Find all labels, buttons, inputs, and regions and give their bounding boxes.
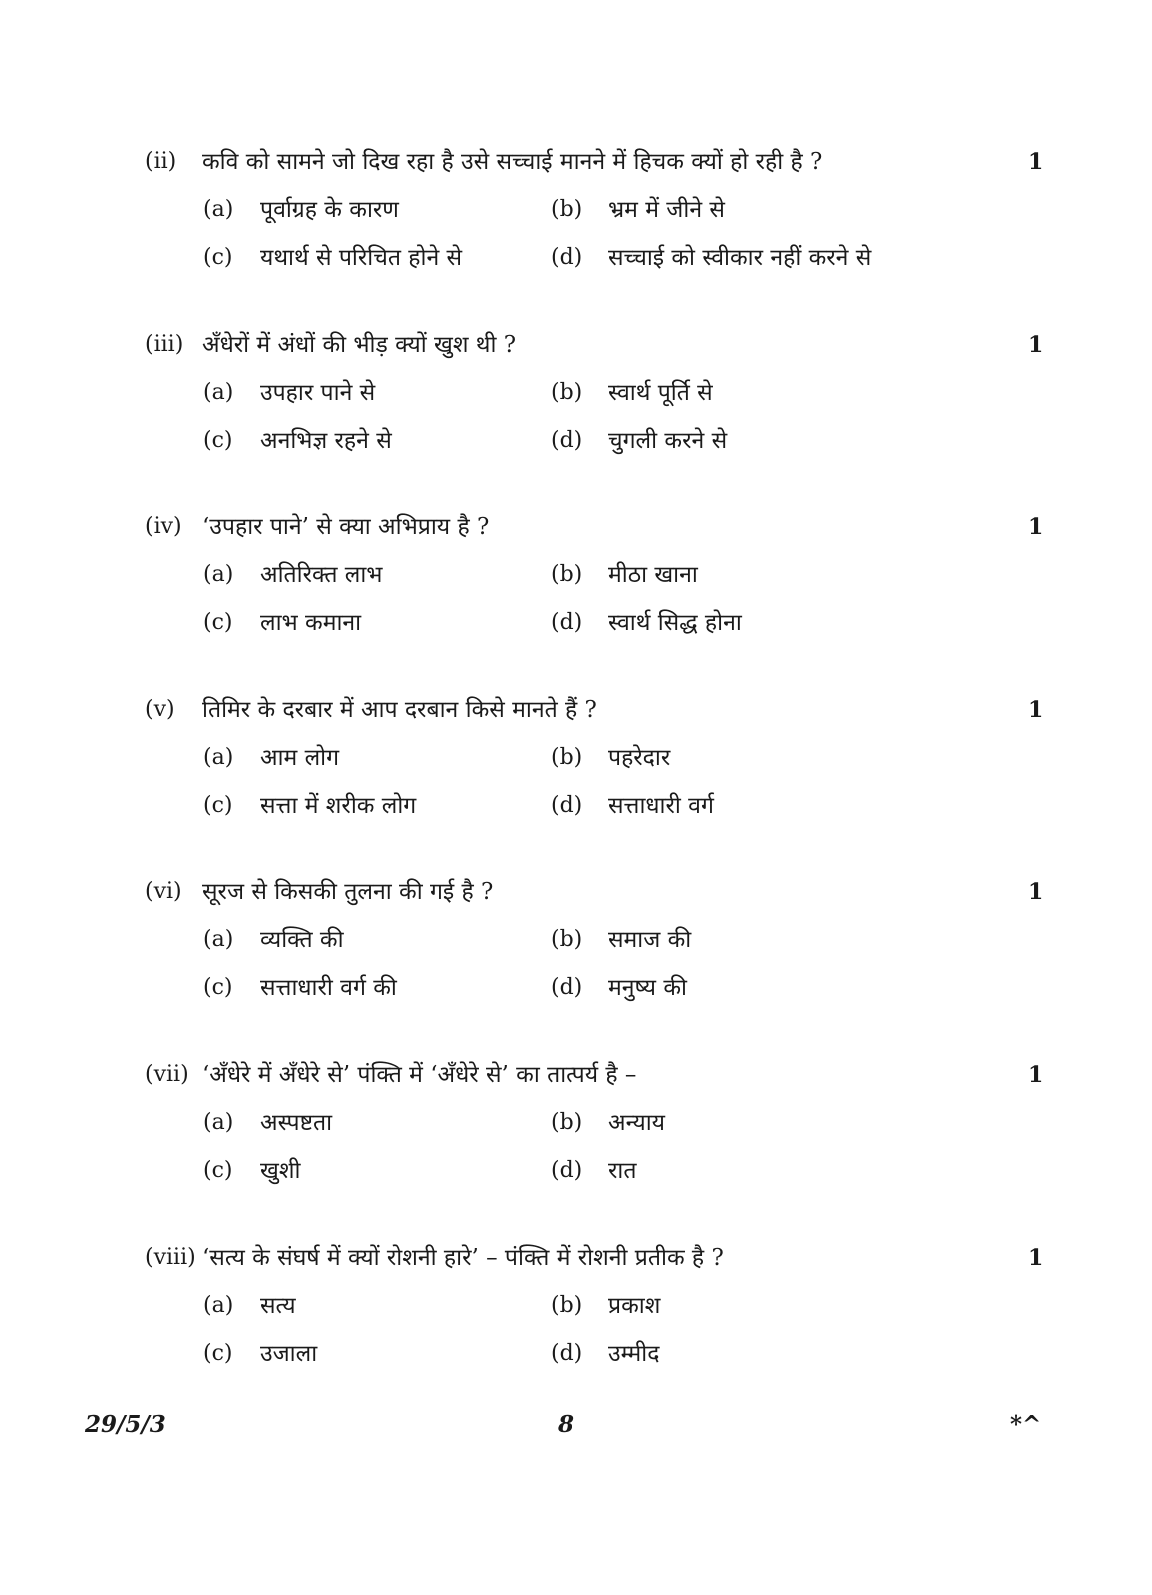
question-marks: 1: [1028, 879, 1044, 905]
question-text: ‘सत्य के संघर्ष में क्यों रोशनी हारे’ – पंक्ति में रोशनी प्रतीक है ?: [202, 1245, 724, 1271]
question-text: कवि को सामने जो दिख रहा है उसे सच्चाई मानने में हिचक क्यों हो रही है ?: [202, 149, 823, 175]
question-number: (iv): [145, 514, 182, 539]
question-marks: 1: [1028, 697, 1044, 723]
question-number: (vi): [145, 879, 182, 904]
question-marks: 1: [1028, 1062, 1044, 1088]
option-label: (a): [203, 1293, 234, 1318]
question-ii: [145, 147, 1045, 297]
option-text: समाज की: [608, 927, 692, 953]
question-text: अँधेरों में अंधों की भीड़ क्यों खुश थी ?: [202, 332, 517, 358]
question-marks: 1: [1028, 332, 1044, 358]
question-marks: 1: [1028, 149, 1044, 175]
option-label: (a): [203, 745, 234, 770]
option-text: व्यक्ति की: [260, 927, 344, 953]
option-label: (b): [551, 562, 583, 587]
option-text: सत्ताधारी वर्ग: [608, 793, 714, 819]
option-text: उपहार पाने से: [260, 380, 376, 406]
option-label: (c): [203, 975, 233, 1000]
option-text: सच्चाई को स्वीकार नहीं करने से: [608, 245, 872, 271]
option-label: (d): [551, 793, 583, 818]
option-label: (c): [203, 428, 233, 453]
option-label: (a): [203, 1110, 234, 1135]
question-number: (ii): [145, 149, 177, 174]
option-text: आम लोग: [260, 745, 340, 771]
option-text: स्वार्थ पूर्ति से: [608, 380, 713, 406]
option-label: (d): [551, 428, 583, 453]
question-iv: [145, 512, 1045, 662]
question-text: तिमिर के दरबार में आप दरबान किसे मानते हैं ?: [202, 697, 597, 723]
question-number: (iii): [145, 332, 184, 357]
question-vi: [145, 877, 1045, 1027]
option-label: (c): [203, 1158, 233, 1183]
footer-mark: *^: [1010, 1411, 1042, 1438]
option-text: खुशी: [260, 1158, 301, 1184]
option-label: (a): [203, 197, 234, 222]
option-label: (b): [551, 197, 583, 222]
question-number: (v): [145, 697, 175, 722]
option-text: उजाला: [260, 1341, 318, 1367]
option-label: (b): [551, 380, 583, 405]
option-label: (a): [203, 927, 234, 952]
question-number: (viii): [145, 1245, 196, 1270]
question-vii: [145, 1060, 1045, 1210]
option-text: रात: [608, 1158, 637, 1184]
option-label: (d): [551, 1341, 583, 1366]
question-text: ‘उपहार पाने’ से क्या अभिप्राय है ?: [202, 514, 490, 540]
option-label: (d): [551, 245, 583, 270]
option-text: पूर्वाग्रह के कारण: [260, 197, 399, 223]
question-marks: 1: [1028, 514, 1044, 540]
option-text: भ्रम में जीने से: [608, 197, 725, 223]
option-text: सत्ता में शरीक लोग: [260, 793, 417, 819]
page-number: 8: [558, 1411, 575, 1438]
option-label: (c): [203, 1341, 233, 1366]
option-text: अस्पष्टता: [260, 1110, 333, 1136]
option-text: उम्मीद: [608, 1341, 660, 1367]
option-text: चुगली करने से: [608, 428, 728, 454]
option-label: (b): [551, 1110, 583, 1135]
question-number: (vii): [145, 1062, 189, 1087]
option-label: (b): [551, 745, 583, 770]
option-text: अन्याय: [608, 1110, 665, 1136]
option-label: (d): [551, 1158, 583, 1183]
option-text: लाभ कमाना: [260, 610, 362, 636]
option-text: पहरेदार: [608, 745, 671, 771]
question-text: सूरज से किसकी तुलना की गई है ?: [202, 879, 494, 905]
question-iii: [145, 330, 1045, 480]
option-text: प्रकाश: [608, 1293, 661, 1319]
option-label: (c): [203, 793, 233, 818]
option-label: (b): [551, 1293, 583, 1318]
option-label: (d): [551, 975, 583, 1000]
option-label: (c): [203, 610, 233, 635]
question-viii: [145, 1243, 1045, 1393]
paper-code: 29/5/3: [85, 1411, 166, 1438]
option-label: (a): [203, 562, 234, 587]
option-text: मनुष्य की: [608, 975, 687, 1001]
question-v: [145, 695, 1045, 845]
option-text: स्वार्थ सिद्ध होना: [608, 610, 742, 636]
option-label: (d): [551, 610, 583, 635]
option-text: अनभिज्ञ रहने से: [260, 428, 392, 454]
option-label: (b): [551, 927, 583, 952]
option-text: यथार्थ से परिचित होने से: [260, 245, 463, 271]
question-marks: 1: [1028, 1245, 1044, 1271]
option-text: अतिरिक्त लाभ: [260, 562, 383, 588]
option-text: सत्य: [260, 1293, 296, 1319]
question-text: ‘अँधेरे में अँधेरे से’ पंक्ति में ‘अँधेरे से’ का तात्पर्य है –: [202, 1062, 637, 1088]
option-label: (c): [203, 245, 233, 270]
option-label: (a): [203, 380, 234, 405]
option-text: मीठा खाना: [608, 562, 698, 588]
option-text: सत्ताधारी वर्ग की: [260, 975, 397, 1001]
